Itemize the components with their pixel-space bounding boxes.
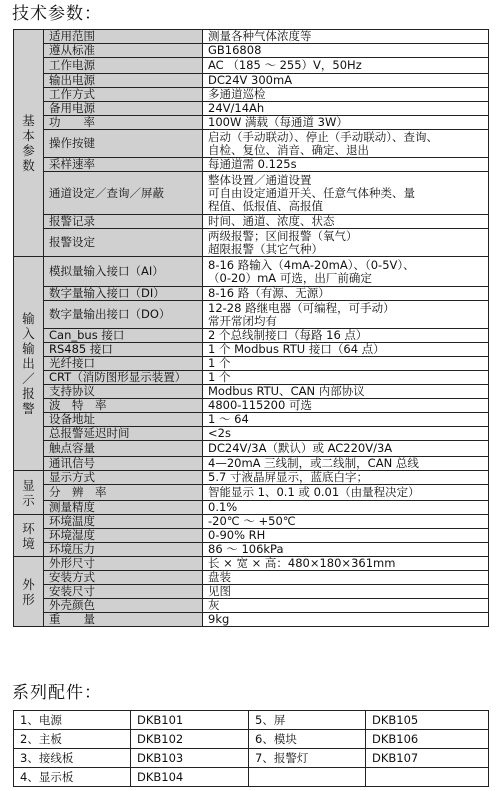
spec-row <box>14 287 489 301</box>
spec-label: 支持协议 <box>44 385 203 399</box>
spec-row <box>14 130 489 158</box>
spec-value: 0-90% RH <box>203 529 489 543</box>
spec-label: 环境温度 <box>44 515 203 529</box>
spec-label: 波 特 率 <box>44 399 203 413</box>
spec-value: 5.7 寸液晶屏显示，蓝底白字； <box>203 471 489 485</box>
spec-row <box>14 501 489 515</box>
spec-value: 9kg <box>203 613 489 627</box>
spec-row <box>14 102 489 116</box>
spec-label: Can_bus 接口 <box>44 329 203 343</box>
accessory-code: DKB105 <box>366 711 489 730</box>
spec-row <box>14 343 489 357</box>
spec-value: 1 个 <box>203 357 489 371</box>
spec-row <box>14 441 489 457</box>
accessories-table <box>13 710 489 787</box>
accessory-code <box>366 768 489 787</box>
spec-value: Modbus RTU、CAN 内部协议 <box>203 385 489 399</box>
spec-value: 长 × 宽 × 高：480×180×361mm <box>203 557 489 571</box>
spec-value: 4800-115200 可选 <box>203 399 489 413</box>
accessory-name: 5、屏 <box>249 711 366 730</box>
spec-row <box>14 557 489 571</box>
accessory-code: DKB103 <box>131 749 249 768</box>
spec-value: DC24V/3A（默认）或 AC220V/3A <box>203 441 489 457</box>
accessory-name: 2、主板 <box>14 730 131 749</box>
spec-label: 显示方式 <box>44 471 203 485</box>
spec-label: 输出电源 <box>44 74 203 88</box>
spec-label: 遵从标准 <box>44 44 203 58</box>
section-label-text: 显 示 <box>22 477 35 508</box>
accessories-section-title: 系列配件： <box>12 683 102 703</box>
spec-label: 环境压力 <box>44 543 203 557</box>
section-label <box>14 557 44 627</box>
accessory-name <box>249 768 366 787</box>
spec-value: 测量各种气体浓度等 <box>203 30 489 44</box>
spec-row <box>14 116 489 130</box>
spec-row <box>14 74 489 88</box>
spec-value: 两级报警；区间报警（氧气） 超限报警（其它气种） <box>203 229 489 257</box>
spec-value: 启动（手动联动）、停止（手动联动）、查询、 自检、复位、消音、确定、退出 <box>203 130 489 158</box>
spec-row <box>14 44 489 58</box>
accessory-row <box>14 768 489 787</box>
spec-row <box>14 385 489 399</box>
spec-row <box>14 427 489 441</box>
spec-value: 0.1% <box>203 501 489 515</box>
spec-row <box>14 371 489 385</box>
accessory-row <box>14 749 489 768</box>
spec-label: 报警记录 <box>44 215 203 229</box>
spec-label: 重 量 <box>44 613 203 627</box>
spec-label: 模拟量输入接口（AI） <box>44 257 203 287</box>
spec-row <box>14 529 489 543</box>
spec-value: 1 ～ 64 <box>203 413 489 427</box>
spec-row <box>14 30 489 44</box>
accessory-row <box>14 711 489 730</box>
section-label <box>14 257 44 471</box>
spec-label: 报警设定 <box>44 229 203 257</box>
spec-row <box>14 515 489 529</box>
spec-value: -20℃ ～ +50℃ <box>203 515 489 529</box>
spec-label: 通讯信号 <box>44 457 203 471</box>
section-label <box>14 471 44 515</box>
spec-row <box>14 399 489 413</box>
spec-label: 工作电源 <box>44 58 203 74</box>
spec-label: 环境湿度 <box>44 529 203 543</box>
spec-value: 8-16 路输入（4mA-20mA）、（0-5V）、 （0-20）mA 可选，出厂前确定 <box>203 257 489 287</box>
spec-table <box>13 29 489 627</box>
spec-value: 每通道需 0.125s <box>203 158 489 172</box>
spec-value: GB16808 <box>203 44 489 58</box>
accessory-code: DKB102 <box>131 730 249 749</box>
spec-label: 安装方式 <box>44 571 203 585</box>
section-label-text: 外 形 <box>22 576 35 607</box>
spec-value: 4—20mA 三线制，或二线制，CAN 总线 <box>203 457 489 471</box>
spec-row <box>14 301 489 329</box>
accessory-name: 6、模块 <box>249 730 366 749</box>
spec-value: 整体设置／通道设置 可自由设定通道开关、任意气体种类、量 程值、低报值、高报值 <box>203 172 489 215</box>
section-label <box>14 515 44 557</box>
spec-label: 分 辨 率 <box>44 485 203 501</box>
section-label-text: 基 本 参 数 <box>22 113 35 173</box>
spec-value: 12-28 路继电器（可编程，可手动） 常开常闭均有 <box>203 301 489 329</box>
accessory-name: 7、报警灯 <box>249 749 366 768</box>
accessory-row <box>14 730 489 749</box>
spec-value: 86 ～ 106kPa <box>203 543 489 557</box>
spec-value: 8-16 路（有源、无源） <box>203 287 489 301</box>
spec-label: 总报警延迟时间 <box>44 427 203 441</box>
accessory-code: DKB104 <box>131 768 249 787</box>
spec-label: 安装尺寸 <box>44 585 203 599</box>
spec-label: 操作按键 <box>44 130 203 158</box>
spec-row <box>14 357 489 371</box>
spec-label: 测量精度 <box>44 501 203 515</box>
spec-value: 见图 <box>203 585 489 599</box>
spec-row <box>14 457 489 471</box>
spec-row <box>14 257 489 287</box>
spec-section-title: 技术参数： <box>12 4 102 24</box>
spec-label: 设备地址 <box>44 413 203 427</box>
spec-row <box>14 229 489 257</box>
spec-row <box>14 585 489 599</box>
section-label <box>14 30 44 257</box>
spec-label: RS485 接口 <box>44 343 203 357</box>
spec-label: 数字量输入接口（DI） <box>44 287 203 301</box>
spec-label: 适用范围 <box>44 30 203 44</box>
spec-row <box>14 413 489 427</box>
spec-row <box>14 471 489 485</box>
spec-row <box>14 88 489 102</box>
spec-value: 24V/14Ah <box>203 102 489 116</box>
spec-row <box>14 329 489 343</box>
spec-row <box>14 172 489 215</box>
accessory-name: 3、接线板 <box>14 749 131 768</box>
spec-value: 智能显示 1、0.1 或 0.01（由量程决定） <box>203 485 489 501</box>
accessory-code: DKB101 <box>131 711 249 730</box>
spec-label: 工作方式 <box>44 88 203 102</box>
spec-row <box>14 543 489 557</box>
spec-label: 采样速率 <box>44 158 203 172</box>
accessory-code: DKB106 <box>366 730 489 749</box>
spec-row <box>14 571 489 585</box>
spec-value: <2s <box>203 427 489 441</box>
section-label-text: 输 入 输 出 ／ 报 警 <box>22 311 35 416</box>
spec-value: 100W 满载（每通道 3W） <box>203 116 489 130</box>
accessory-code: DKB107 <box>366 749 489 768</box>
spec-value: 时间、通道、浓度、状态 <box>203 215 489 229</box>
spec-row <box>14 485 489 501</box>
spec-label: 备用电源 <box>44 102 203 116</box>
spec-label: 功 率 <box>44 116 203 130</box>
spec-row <box>14 215 489 229</box>
accessory-name: 1、电源 <box>14 711 131 730</box>
spec-label: 外形尺寸 <box>44 557 203 571</box>
section-label-text: 环 境 <box>22 520 35 551</box>
spec-label: 光纤接口 <box>44 357 203 371</box>
accessory-name: 4、显示板 <box>14 768 131 787</box>
spec-value: 1 个 Modbus RTU 接口（64 点） <box>203 343 489 357</box>
spec-value: AC （185 ～ 255）V，50Hz <box>203 58 489 74</box>
spec-value: 2 个总线制接口（每路 16 点） <box>203 329 489 343</box>
spec-value: 1 个 <box>203 371 489 385</box>
spec-row <box>14 613 489 627</box>
spec-value: 盘装 <box>203 571 489 585</box>
spec-label: 通道设定／查询／屏蔽 <box>44 172 203 215</box>
spec-value: 多通道巡检 <box>203 88 489 102</box>
spec-row <box>14 58 489 74</box>
spec-label: CRT（消防图形显示装置） <box>44 371 203 385</box>
spec-value: DC24V 300mA <box>203 74 489 88</box>
spec-label: 外壳颜色 <box>44 599 203 613</box>
spec-label: 触点容量 <box>44 441 203 457</box>
spec-row <box>14 158 489 172</box>
spec-label: 数字量输出接口（DO） <box>44 301 203 329</box>
spec-row <box>14 599 489 613</box>
spec-value: 灰 <box>203 599 489 613</box>
